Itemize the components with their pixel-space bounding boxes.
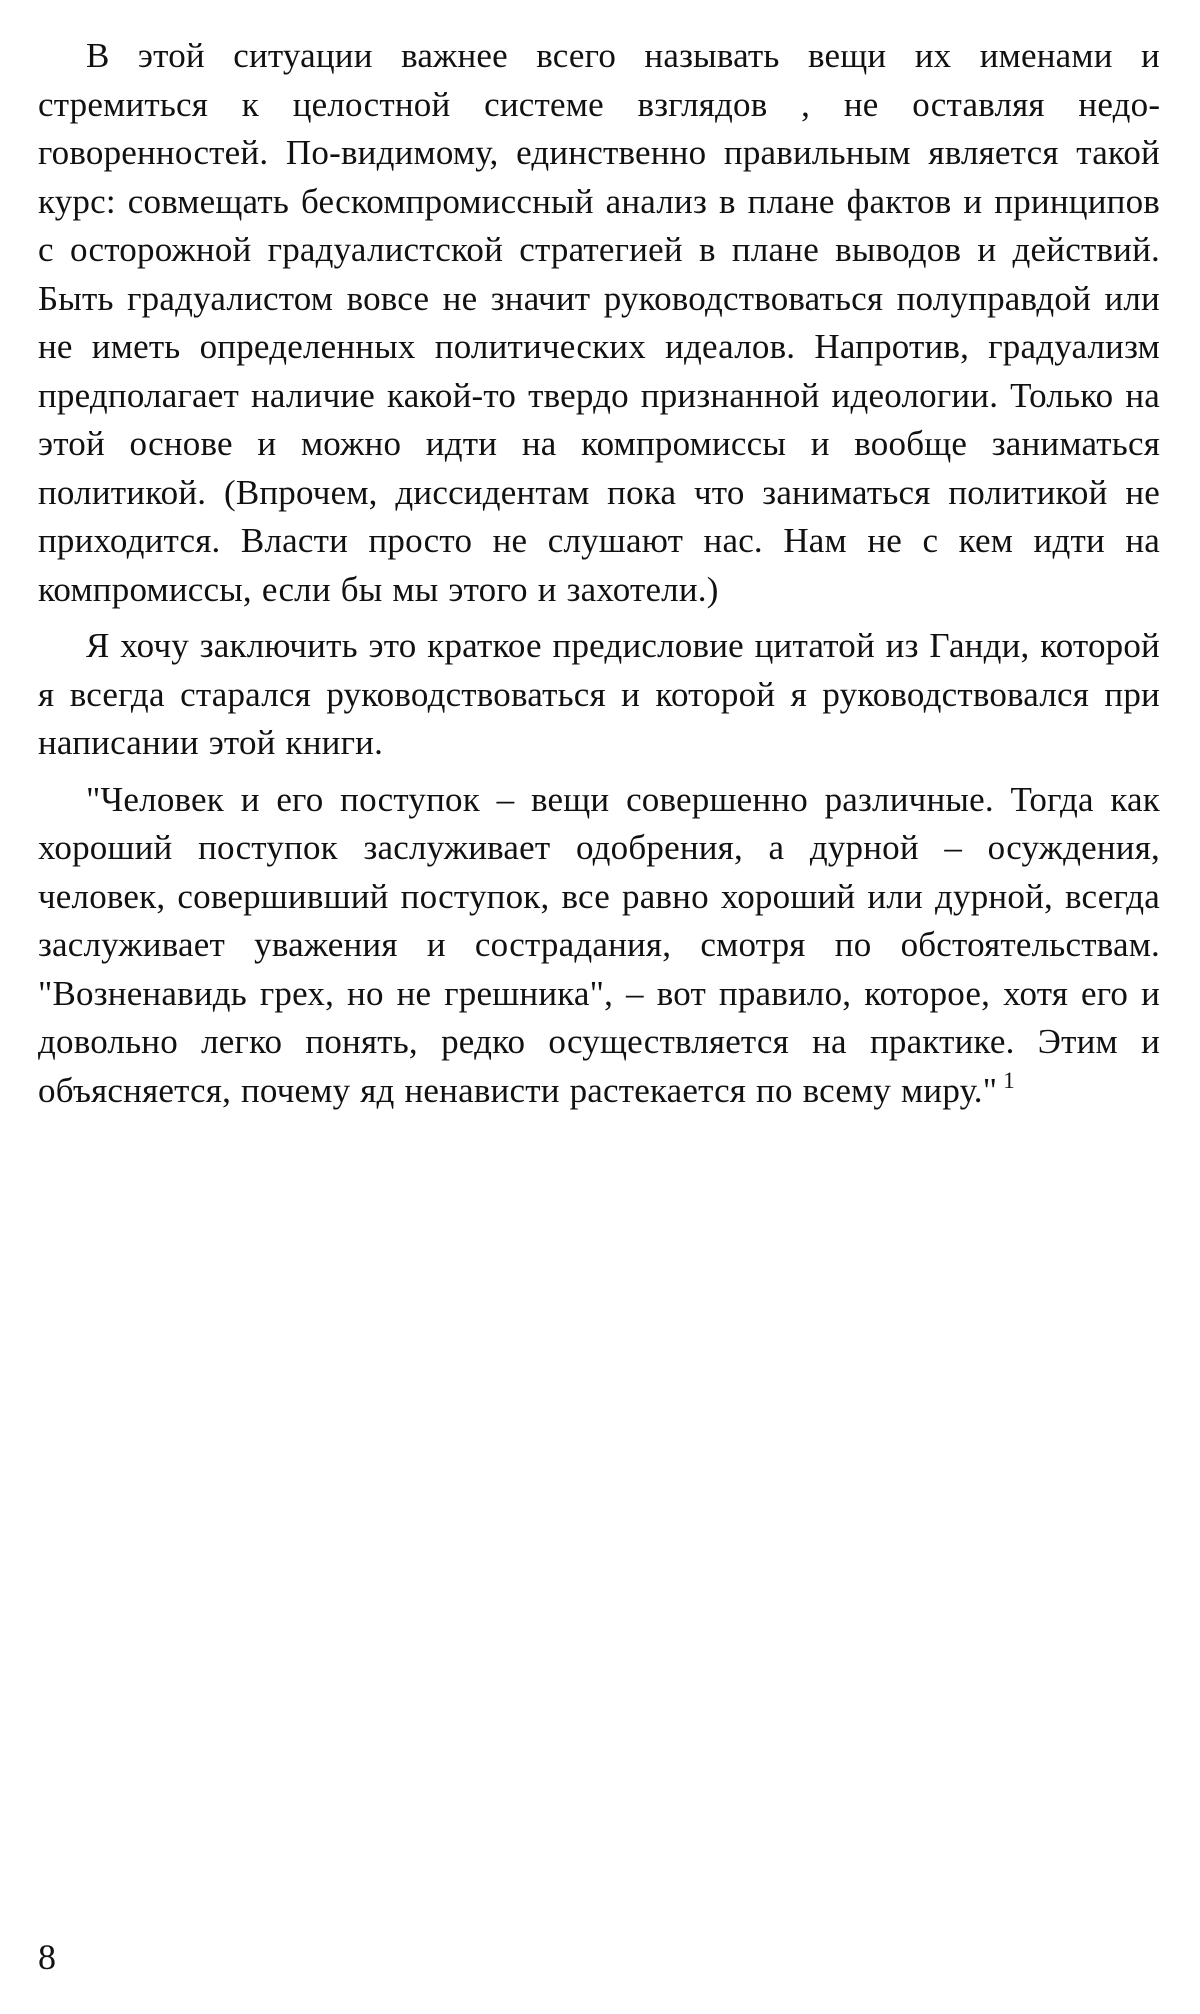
footnote-marker: 1 [1003, 1067, 1015, 1093]
paragraph-gandhi-quote [38, 776, 1160, 1116]
page-number: 8 [38, 1937, 56, 1977]
book-page [38, 32, 1160, 1992]
body-text [38, 32, 1160, 1115]
paragraph-text: В этой ситуации важнее всего называть вещи их именами и стремиться к целостной системе взглядов , не оставляя недоговоренностей. По-видимому, единственно правильным является такой курс: совмещать бескомпромиссный анализ в плане фактов и принципов с осторожной градуалистской стратегией в плане выводов и действий. Быть градуалистом вовсе не значит руководствоваться полуправдой или не иметь определенных политических идеалов. Напротив, градуализм предполагает наличие какой-то твердо признанной идеологии. Только на этой основе и можно идти на компромиссы и вообще заниматься политикой. (Впрочем, диссидентам пока что заниматься политикой не приходится. Власти просто не слушают нас. Нам не с кем идти на компромиссы, если бы мы этого и захотели.) [38, 36, 1160, 609]
quote-text: "Человек и его поступок – вещи совершенно различные. Тогда как хороший поступок заслуживает одобрения, а дурной – осуждения, человек, совершивший поступок, все равно хороший или дурной, всегда заслуживает уважения и сострадания, смотря по обстоятельствам. "Возненавидь грех, но не грешника", – вот правило, которое, хотя его и довольно легко понять, редко осуществляется на практике. Этим и объясняется, почему яд ненависти растекается по всему миру." [38, 779, 1160, 1110]
paragraph-gradualism [38, 32, 1160, 614]
paragraph-text: Я хочу заключить это краткое предисловие цитатой из Ганди, которой я всегда старался руководствоваться и которой я руководствовался при написании этой книги. [38, 626, 1160, 762]
paragraph-gandhi-intro [38, 622, 1160, 768]
